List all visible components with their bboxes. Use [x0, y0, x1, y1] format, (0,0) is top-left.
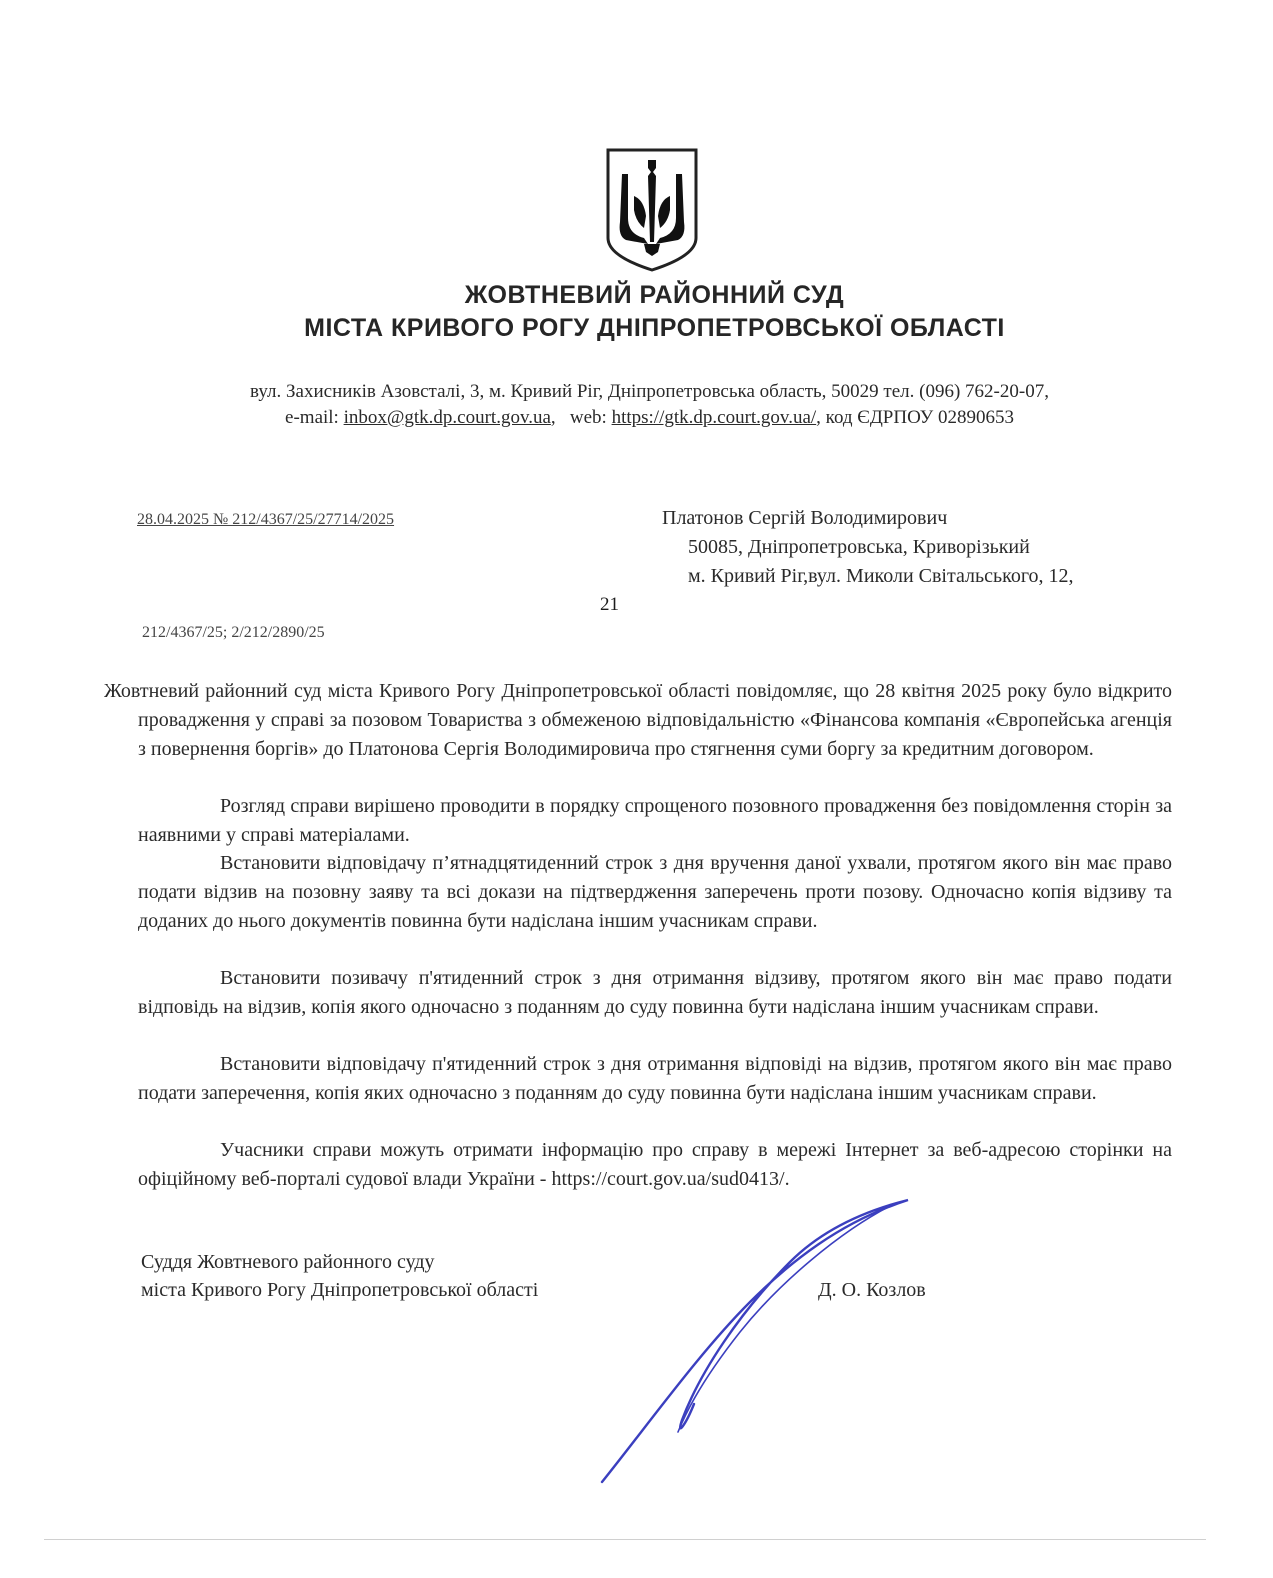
court-name-line-1: ЖОВТНЕВИЙ РАЙОННИЙ СУД	[464, 281, 845, 309]
web-label: web:	[569, 407, 607, 428]
edrpou-code: код ЄДРПОУ 02890653	[825, 407, 1014, 428]
judge-title-line-2: міста Кривого Рогу Дніпропетровської області	[141, 1279, 539, 1301]
recipient-name: Платонов Сергій Володимирович	[662, 507, 948, 529]
email-label: e-mail:	[285, 407, 339, 428]
recipient-address-line-2: м. Кривий Ріг,вул. Миколи Світальського, 12,	[688, 565, 1074, 587]
handwritten-signature	[590, 1192, 920, 1492]
page-number: 21	[600, 594, 619, 615]
body-paragraph-6: Учасники справи можуть отримати інформацію про справу в мережі Інтернет за веб-адресою сторінки на офіційному веб-порталі судової влади України - https://court.gov.ua/sud0413/.	[138, 1139, 1172, 1190]
court-address: вул. Захисників Азовсталі, 3, м. Кривий Ріг, Дніпропетровська область, 50029 тел. (096) 762-20-07,	[250, 381, 1049, 402]
outgoing-number: 28.04.2025 № 212/4367/25/27714/2025	[137, 511, 395, 528]
judge-name: Д. О. Козлов	[818, 1279, 926, 1301]
recipient-address-line-1: 50085, Дніпропетровська, Криворізький	[688, 536, 1030, 558]
coat-of-arms-trident-icon	[604, 146, 700, 274]
body-paragraph-2: Розгляд справи вирішено проводити в порядку спрощеного позовного провадження без повідомлення сторін за наявними у справі матеріалами.	[138, 795, 1172, 846]
web-link[interactable]: https://gtk.dp.court.gov.ua/	[611, 407, 817, 428]
body-paragraph-4: Встановити позивачу п'ятиденний строк з дня отримання відзиву, протягом якого він має право подати відповідь на відзив, копія якого одночасно з поданням до суду повинна бути надіслана іншим учасникам справи.	[138, 967, 1172, 1018]
bottom-divider	[44, 1539, 1206, 1540]
body-paragraph-1: Жовтневий районний суд міста Кривого Рогу Дніпропетровської області повідомляє, що 28 квітня 2025 року було відкрито провадження у справі за позовом Товариства з обмеженою відповідальністю «Фінансова компанія «Європейська агенція з повернення боргів» до Платонова Сергія Володимировича про стягнення суми боргу за кредитним договором.	[104, 680, 1172, 760]
email-link[interactable]: inbox@gtk.dp.court.gov.ua	[343, 407, 551, 428]
court-contacts: e-mail: inbox@gtk.dp.court.gov.ua, web: https://gtk.dp.court.gov.ua/, код ЄДРПОУ 02890653	[285, 407, 1014, 428]
body-paragraph-5: Встановити відповідачу п'ятиденний строк з дня отримання відповіді на відзив, протягом якого він має право подати заперечення, копія яких одночасно з поданням до суду повинна бути надіслана іншим учасникам справи.	[138, 1053, 1172, 1104]
court-name-line-2: МІСТА КРИВОГО РОГУ ДНІПРОПЕТРОВСЬКОЇ ОБЛАСТІ	[304, 314, 1005, 342]
body-paragraph-3: Встановити відповідачу п’ятнадцятиденний строк з дня вручення даної ухвали, протягом якого він має право подати відзив на позовну заяву та всі докази на підтвердження заперечень проти позову. Одночасно копія відзиву та доданих до нього документів повинна бути надіслана іншим учасникам справи.	[138, 852, 1172, 932]
case-numbers: 212/4367/25; 2/212/2890/25	[142, 624, 325, 641]
judge-title-line-1: Суддя Жовтневого районного суду	[141, 1251, 435, 1273]
